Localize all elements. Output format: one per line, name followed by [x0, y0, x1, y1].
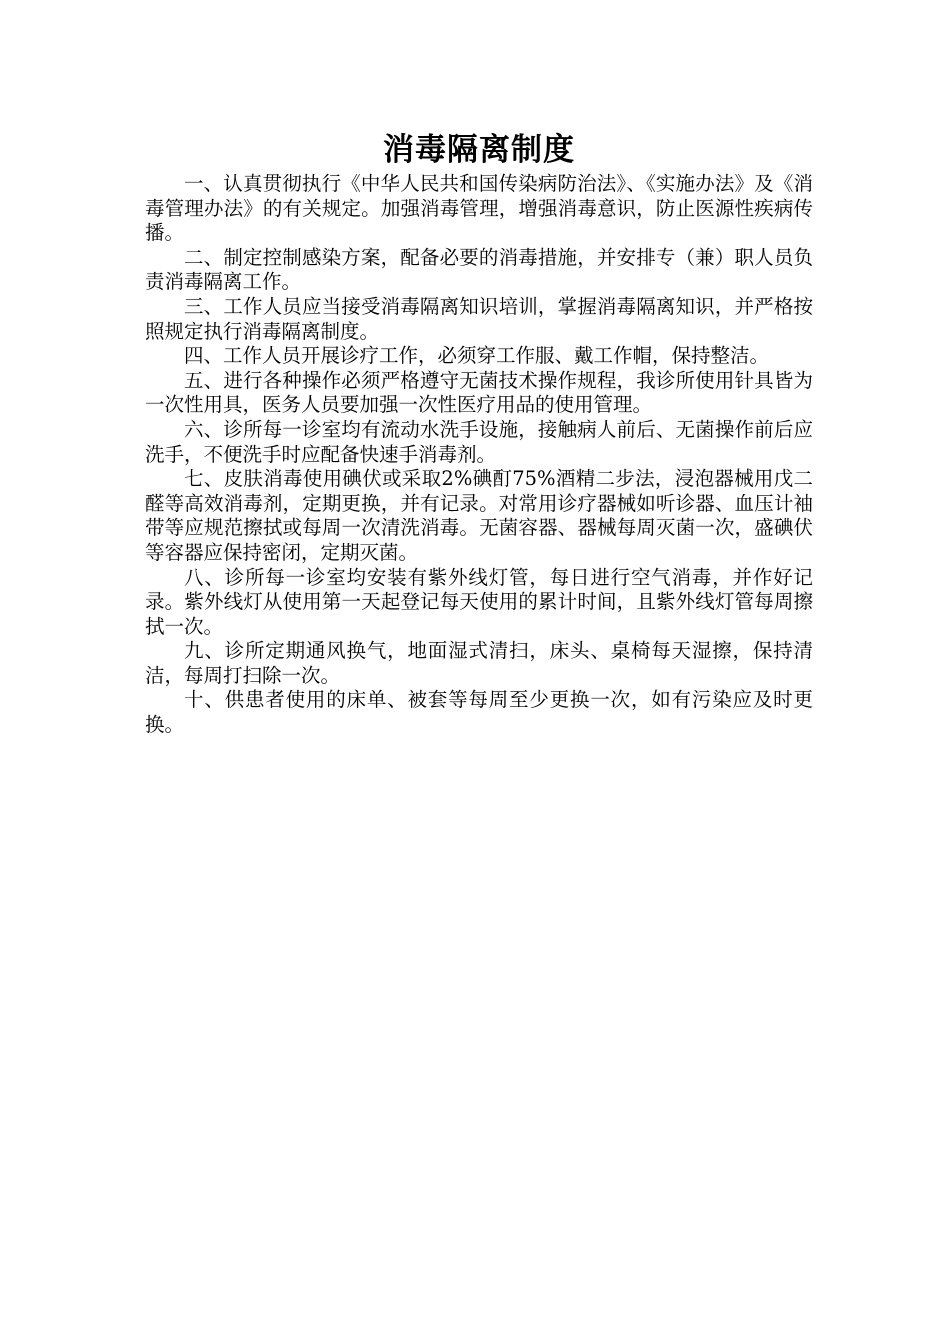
document-body — [145, 128, 813, 738]
paragraph-2: 二、制定控制感染方案，配备必要的消毒措施，并安排专（兼）职人员负责消毒隔离工作。 — [145, 245, 813, 294]
paragraph-9: 九、诊所定期通风换气，地面湿式清扫，床头、桌椅每天湿擦，保持清洁，每周打扫除一次。 — [145, 639, 813, 687]
paragraph-7: 七、皮肤消毒使用碘伏或采取2%碘酊75%酒精二步法，浸泡器械用戊二醛等高效消毒剂，定期更换，并有记录。对常用诊疗器械如听诊器、血压计袖带等应规范擦拭或每周一次清洗消毒。无菌容器、器械每周灭菌一次，盛碘伏等容器应保持密闭，定期灭菌。 — [145, 467, 813, 564]
paragraph-3: 三、工作人员应当接受消毒隔离知识培训，掌握消毒隔离知识，并严格按照规定执行消毒隔离制度。 — [145, 294, 813, 343]
paragraph-8: 八、诊所每一诊室均安装有紫外线灯管，每日进行空气消毒，并作好记录。紫外线灯从使用第一天起登记每天使用的累计时间，且紫外线灯管每周擦拭一次。 — [145, 565, 813, 638]
paragraph-10: 十、供患者使用的床单、被套等每周至少更换一次，如有污染应及时更换。 — [145, 688, 813, 737]
paragraph-6: 六、诊所每一诊室均有流动水洗手设施，接触病人前后、无菌操作前后应洗手，不便洗手时应配备快速手消毒剂。 — [145, 417, 813, 466]
paragraph-4: 四、工作人员开展诊疗工作，必须穿工作服、戴工作帽，保持整洁。 — [184, 344, 770, 368]
paragraph-1: 一、认真贯彻执行《中华人民共和国传染病防治法》、《实施办法》及《消毒管理办法》的有关规定。加强消毒管理，增强消毒意识，防止医源性疾病传播。 — [145, 172, 813, 245]
document-title: 消毒隔离制度 — [383, 132, 575, 168]
paragraph-5: 五、进行各种操作必须严格遵守无菌技术操作规程，我诊所使用针具皆为一次性用具，医务人员要加强一次性医疗用品的使用管理。 — [145, 368, 813, 417]
